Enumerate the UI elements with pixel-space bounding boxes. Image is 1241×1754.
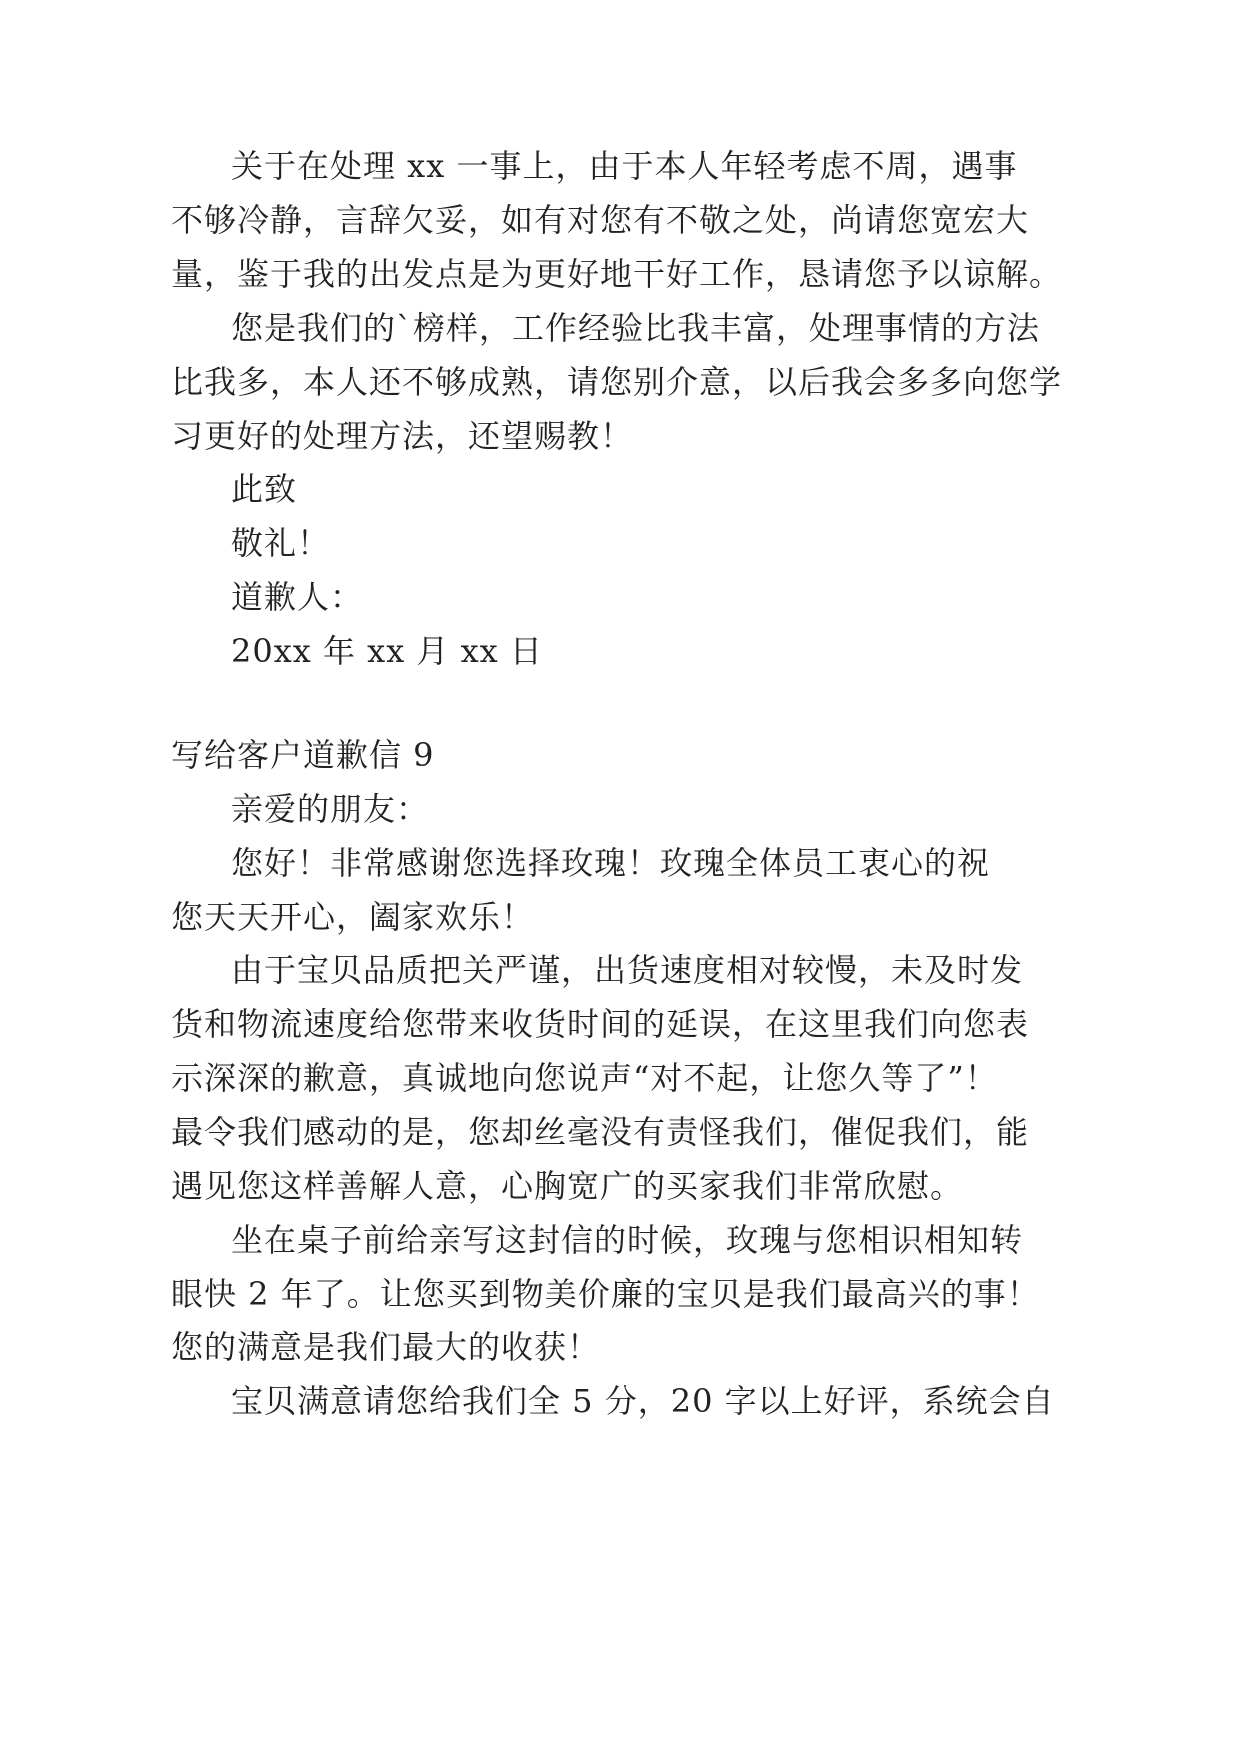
paragraph-line: 宝贝满意请您给我们全 5 分，20 字以上好评，系统会自: [231, 1382, 1055, 1420]
paragraph-line: 您是我们的`榜样，工作经验比我丰富，处理事情的方法: [231, 309, 1041, 347]
paragraph-line: 眼快 2 年了。让您买到物美价廉的宝贝是我们最高兴的事！: [171, 1275, 1040, 1313]
paragraph-line: 最令我们感动的是，您却丝毫没有责怪我们，催促我们，能: [171, 1113, 1030, 1151]
closing-regards: 敬礼！: [231, 524, 331, 562]
paragraph-line: 遇见您这样善解人意，心胸宽广的买家我们非常欣慰。: [171, 1167, 964, 1205]
greeting: 亲爱的朋友：: [231, 790, 430, 828]
paragraph-line: 坐在桌子前给亲写这封信的时候，玫瑰与您相识相知转: [231, 1221, 1024, 1259]
paragraph-line: 关于在处理 xx 一事上，由于本人年轻考虑不周，遇事: [231, 147, 1018, 185]
closing-salutation: 此致: [231, 470, 298, 508]
paragraph-line: 货和物流速度给您带来收货时间的延误，在这里我们向您表: [171, 1005, 1030, 1043]
signature-label: 道歉人：: [231, 578, 364, 616]
section-heading: 写给客户道歉信 9: [171, 736, 435, 774]
paragraph-line: 您的满意是我们最大的收获！: [171, 1328, 601, 1366]
paragraph-line: 习更好的处理方法，还望赐教！: [171, 417, 634, 455]
paragraph-line: 由于宝贝品质把关严谨，出货速度相对较慢，未及时发: [231, 951, 1024, 989]
paragraph-line: 不够冷静，言辞欠妥，如有对您有不敬之处，尚请您宽宏大: [171, 201, 1030, 239]
paragraph-line: 示深深的歉意，真诚地向您说声“对不起，让您久等了”！: [171, 1059, 998, 1097]
paragraph-line: 量，鉴于我的出发点是为更好地干好工作，恳请您予以谅解。: [171, 255, 1063, 293]
paragraph-line: 您天天开心，阖家欢乐！: [171, 898, 535, 936]
date-line: 20xx 年 xx 月 xx 日: [231, 632, 543, 670]
paragraph-line: 比我多，本人还不够成熟，请您别介意，以后我会多多向您学: [171, 363, 1063, 401]
paragraph-line: 您好！非常感谢您选择玫瑰！玫瑰全体员工衷心的祝: [231, 844, 991, 882]
